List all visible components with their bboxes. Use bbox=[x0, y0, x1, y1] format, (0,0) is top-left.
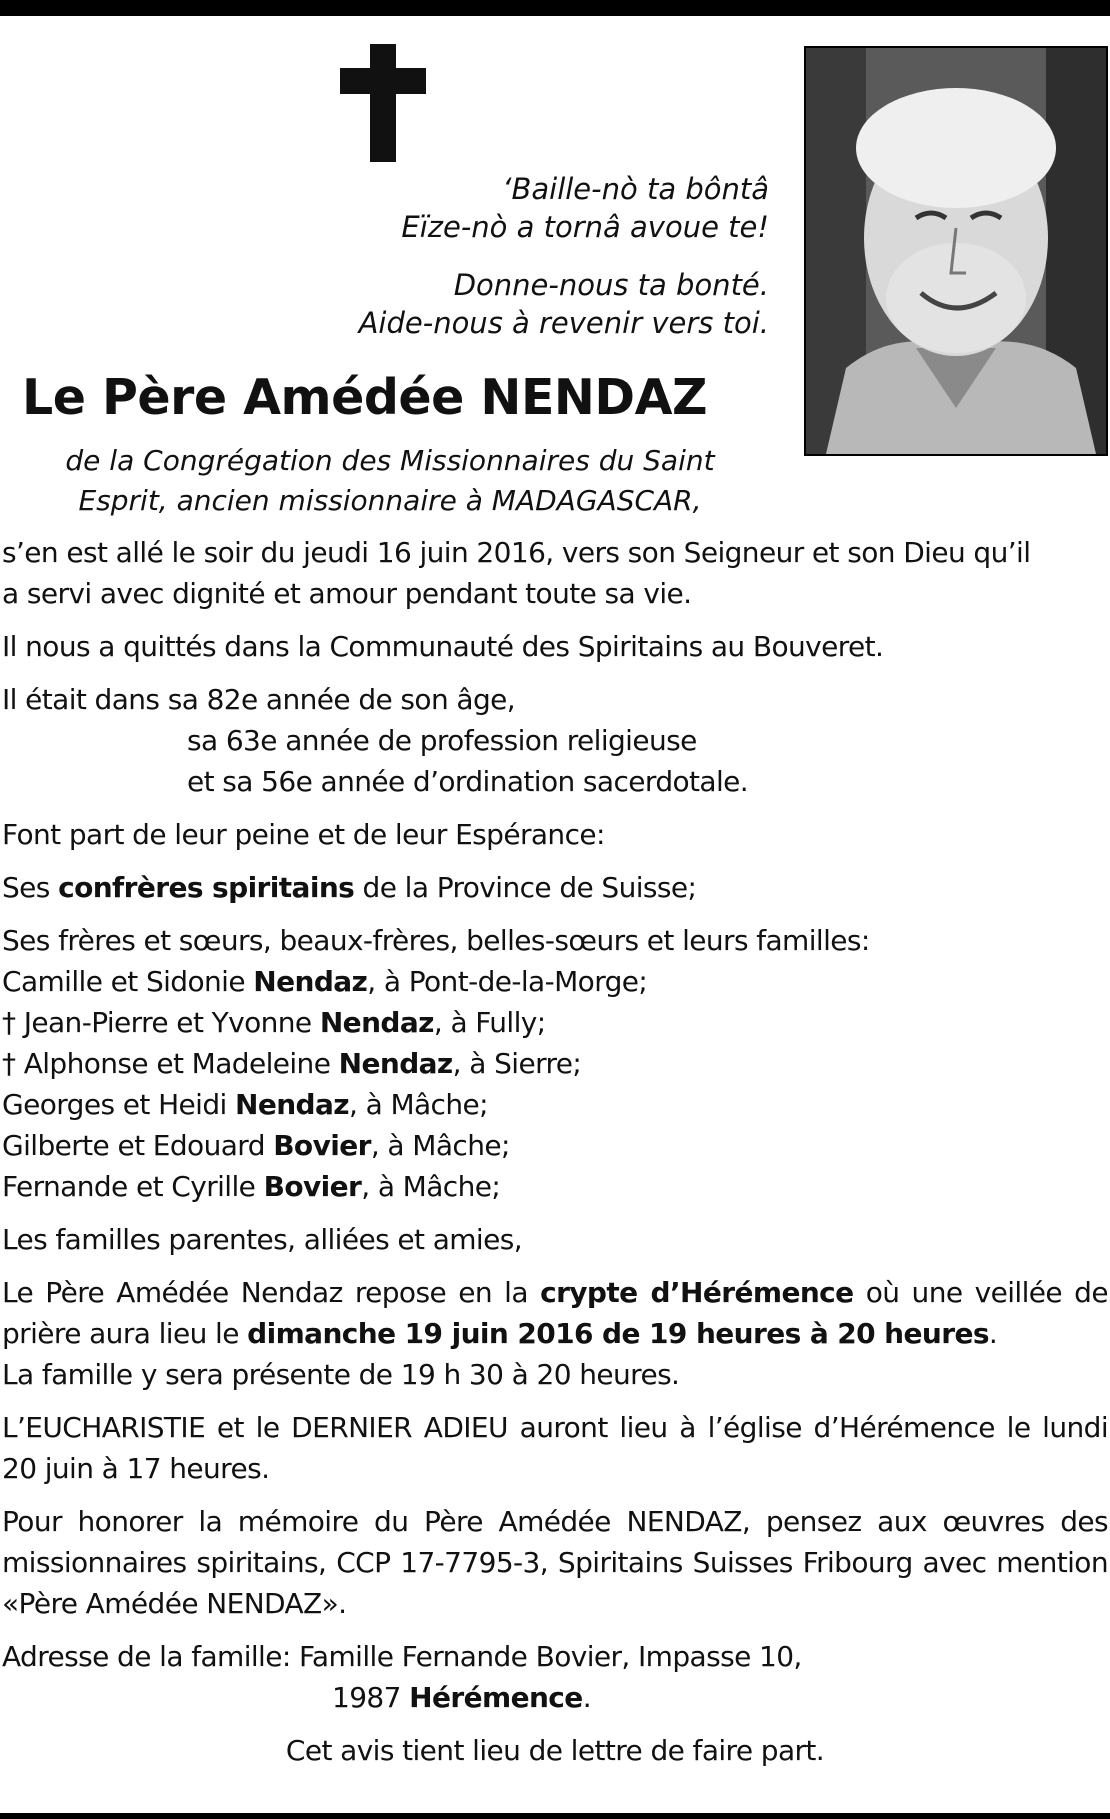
announce-paragraph: Font part de leur peine et de leur Espérance: bbox=[2, 818, 605, 851]
congregation-text bbox=[20, 441, 760, 521]
vigil-location: crypte d’Hérémence bbox=[540, 1276, 854, 1309]
vigil-paragraph bbox=[2, 1272, 1108, 1395]
family-member-pre: † Jean-Pierre et Yvonne bbox=[2, 1006, 320, 1039]
family-member-post: , à Pont-de-la-Morge; bbox=[367, 965, 648, 998]
siblings-intro: Ses frères et sœurs, beaux-frères, belles-sœurs et leurs familles: bbox=[2, 924, 870, 957]
bottom-border bbox=[0, 1813, 1110, 1819]
vigil-family-presence: La famille y sera présente de 19 h 30 à 20 heures. bbox=[2, 1358, 680, 1391]
family-member-pre: Gilberte et Edouard bbox=[2, 1129, 274, 1162]
verse-french-line2: Aide-nous à revenir vers toi. bbox=[358, 306, 769, 340]
family-member bbox=[2, 1166, 1108, 1207]
vigil-datetime: dimanche 19 juin 2016 de 19 heures à 20 heures bbox=[247, 1317, 989, 1350]
notice-body bbox=[2, 532, 1108, 1783]
confreres-bold: confrères spiritains bbox=[58, 871, 355, 904]
family-member-post: , à Sierre; bbox=[452, 1047, 582, 1080]
vigil-pre: Le Père Amédée Nendaz repose en la bbox=[2, 1276, 541, 1309]
vigil-post: . bbox=[988, 1317, 998, 1350]
family-member bbox=[2, 1043, 1108, 1084]
family-member bbox=[2, 1125, 1108, 1166]
address-line1: Adresse de la famille: Famille Fernande Bovier, Impasse 10, bbox=[2, 1640, 802, 1673]
place-paragraph: Il nous a quittés dans la Communauté des Spiritains au Bouveret. bbox=[2, 630, 884, 663]
family-member-surname: Bovier bbox=[263, 1170, 362, 1203]
death-line1: s’en est allé le soir du jeudi 16 juin 2016, vers son Seigneur et son Dieu qu’il bbox=[2, 536, 1031, 569]
deceased-name: Le Père Amédée NENDAZ bbox=[22, 369, 708, 426]
death-paragraph bbox=[2, 532, 1108, 614]
address-postcode: 1987 bbox=[332, 1681, 410, 1714]
family-paragraph bbox=[2, 920, 1108, 1207]
family-member bbox=[2, 961, 1108, 1002]
verse-patois-line1: ‘Baille-nò ta bôntâ bbox=[502, 172, 769, 206]
address-town: Hérémence bbox=[409, 1681, 583, 1714]
top-border bbox=[0, 0, 1110, 16]
closing-line: Cet avis tient lieu de lettre de faire part. bbox=[285, 1734, 825, 1767]
family-member bbox=[2, 1002, 1108, 1043]
verse-french bbox=[249, 266, 769, 342]
confreres-post: de la Province de Suisse; bbox=[354, 871, 697, 904]
vigil-text bbox=[2, 1272, 1108, 1354]
family-member-pre: † Alphonse et Madeleine bbox=[2, 1047, 339, 1080]
family-member-post: , à Mâche; bbox=[361, 1170, 501, 1203]
relatives-paragraph: Les familles parentes, alliées et amies, bbox=[2, 1223, 523, 1256]
funeral-paragraph: L’EUCHARISTIE et le DERNIER ADIEU auront lieu à l’église d’Hérémence le lundi 20 juin à 17 heures. bbox=[2, 1411, 1108, 1485]
congregation-line2: Esprit, ancien missionnaire à MADAGASCAR, bbox=[78, 484, 702, 517]
family-member-post: , à Mâche; bbox=[370, 1129, 510, 1162]
cross-icon bbox=[340, 44, 426, 162]
address-paragraph bbox=[2, 1636, 1108, 1718]
verse-patois bbox=[249, 170, 769, 246]
address-period: . bbox=[582, 1681, 591, 1714]
family-member-surname: Nendaz bbox=[338, 1047, 453, 1080]
family-member-pre: Camille et Sidonie bbox=[2, 965, 254, 998]
family-member-pre: Fernande et Cyrille bbox=[2, 1170, 264, 1203]
family-member-surname: Nendaz bbox=[253, 965, 368, 998]
age-line3: et sa 56e année d’ordination sacerdotale. bbox=[187, 765, 749, 798]
family-member-surname: Nendaz bbox=[319, 1006, 434, 1039]
family-member-post: , à Fully; bbox=[433, 1006, 546, 1039]
congregation-line1: de la Congrégation des Missionnaires du Saint bbox=[65, 444, 715, 477]
family-member bbox=[2, 1084, 1108, 1125]
family-member-surname: Bovier bbox=[273, 1129, 371, 1162]
confreres-paragraph bbox=[2, 867, 1108, 908]
death-line2: a servi avec dignité et amour pendant toute sa vie. bbox=[2, 577, 692, 610]
age-paragraph bbox=[2, 679, 1108, 802]
verse-patois-line2: Eïze-nò a tornâ avoue te! bbox=[401, 210, 769, 244]
family-member-pre: Georges et Heidi bbox=[2, 1088, 235, 1121]
vigil-mid: où une veillée de prière aura lieu le bbox=[2, 1276, 1108, 1350]
portrait-photo bbox=[804, 46, 1108, 456]
family-member-post: , à Mâche; bbox=[348, 1088, 488, 1121]
donation-paragraph: Pour honorer la mémoire du Père Amédée NENDAZ, pensez aux œuvres des missionnaires spiritains, CCP 17-7795-3, Spiritains Suisses Fribourg avec mention «Père Amédée NENDAZ». bbox=[2, 1505, 1108, 1620]
confreres-pre: Ses bbox=[2, 871, 59, 904]
verse-french-line1: Donne-nous ta bonté. bbox=[453, 268, 769, 302]
age-line1: Il était dans sa 82e année de son âge, bbox=[2, 683, 516, 716]
address-line2 bbox=[2, 1677, 1108, 1718]
family-member-surname: Nendaz bbox=[234, 1088, 349, 1121]
age-line2: sa 63e année de profession religieuse bbox=[187, 724, 697, 757]
